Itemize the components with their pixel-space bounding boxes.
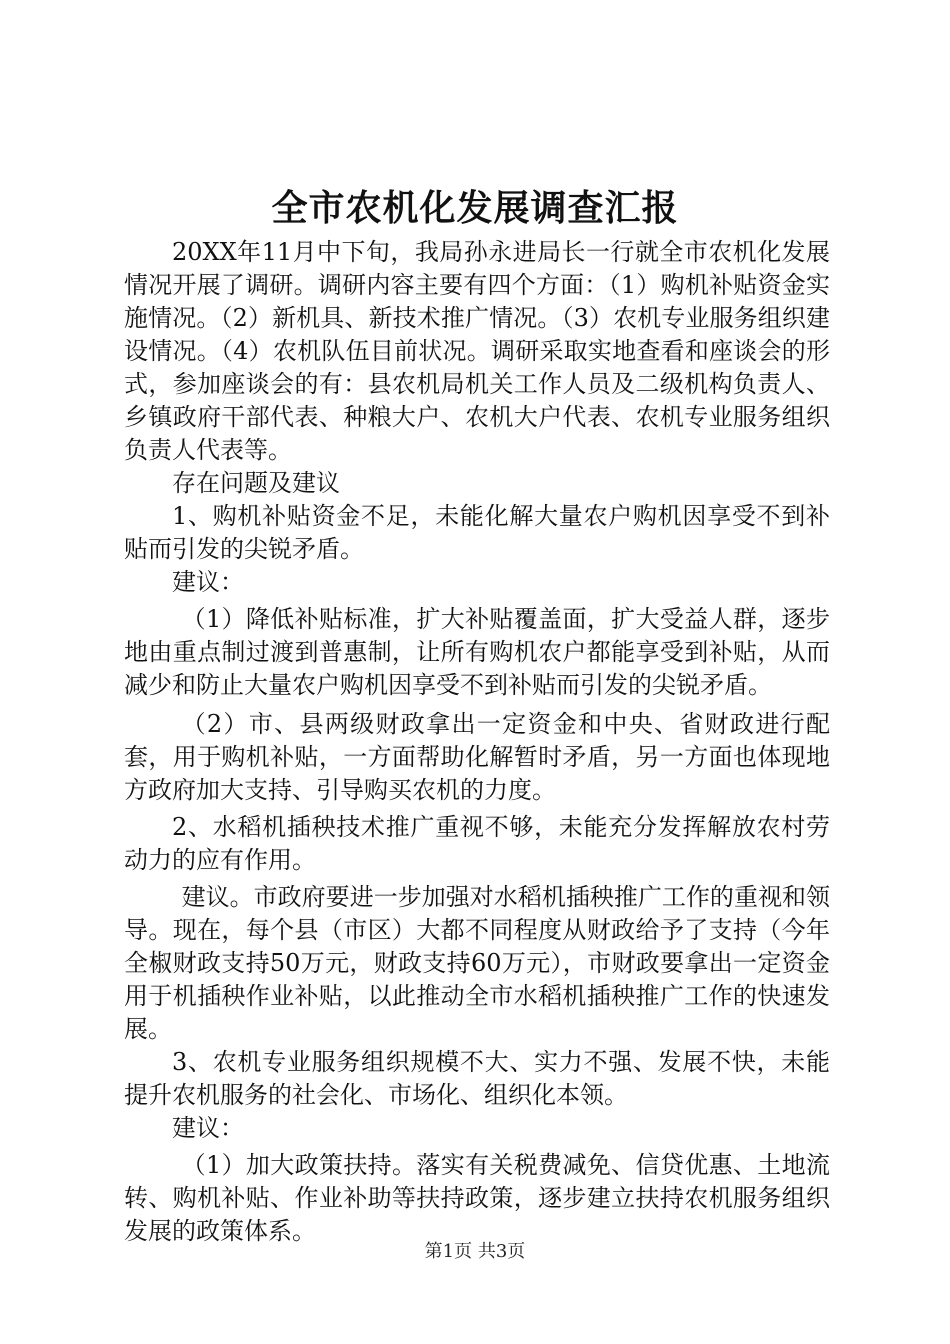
paragraph-intro: 20XX年11月中下旬，我局孙永进局长一行就全市农机化发展情况开展了调研。调研内容主要有四个方面：（1）购机补贴资金实施情况。（2）新机具、新技术推广情况。（3）农机专业服务组织建设情况。（4）农机队伍目前状况。调研采取实地查看和座谈会的形式，参加座谈会的有：县农机局机关工作人员及二级机构负责人、乡镇政府干部代表、种粮大户、农机大户代表、农机专业服务组织负责人代表等。	[124, 238, 830, 464]
document-title: 全市农机化发展调查汇报	[271, 187, 679, 229]
paragraph-issue-3: 3、农机专业服务组织规模不大、实力不强、发展不快，未能提升农机服务的社会化、市场化、组织化本领。	[124, 1048, 830, 1109]
section-heading-problems: 存在问题及建议	[172, 469, 340, 497]
paragraph-issue-1: 1、购机补贴资金不足，未能化解大量农户购机因享受不到补贴而引发的尖锐矛盾。	[124, 502, 830, 563]
paragraph-suggestion-1-1: （1）降低补贴标准，扩大补贴覆盖面，扩大受益人群，逐步地由重点制过渡到普惠制，让所有购机农户都能享受到补贴，从而减少和防止大量农户购机因享受不到补贴而引发的尖锐矛盾。	[124, 605, 830, 699]
paragraph-suggestion-label-3: 建议：	[172, 1114, 244, 1142]
paragraph-suggestion-2: 建议。市政府要进一步加强对水稻机插秧推广工作的重视和领导。现在，每个县（市区）大都不同程度从财政给予了支持（今年全椒财政支持50万元，财政支持60万元），市财政要拿出一定资金用于机插秧作业补贴，以此推动全市水稻机插秧推广工作的快速发展。	[124, 883, 830, 1043]
document-body	[124, 236, 830, 1248]
paragraph-suggestion-3-1: （1）加大政策扶持。落实有关税费减免、信贷优惠、土地流转、购机补贴、作业补助等扶持政策，逐步建立扶持农机服务组织发展的政策体系。	[124, 1151, 830, 1245]
paragraph-suggestion-label-1: 建议：	[172, 568, 244, 596]
paragraph-suggestion-1-2: （2）市、县两级财政拿出一定资金和中央、省财政进行配套，用于购机补贴，一方面帮助化解暂时矛盾，另一方面也体现地方政府加大支持、引导购买农机的力度。	[124, 710, 830, 804]
paragraph-issue-2: 2、水稻机插秧技术推广重视不够，未能充分发挥解放农村劳动力的应有作用。	[124, 813, 830, 874]
page-footer: 第1页 共3页	[424, 1241, 526, 1262]
